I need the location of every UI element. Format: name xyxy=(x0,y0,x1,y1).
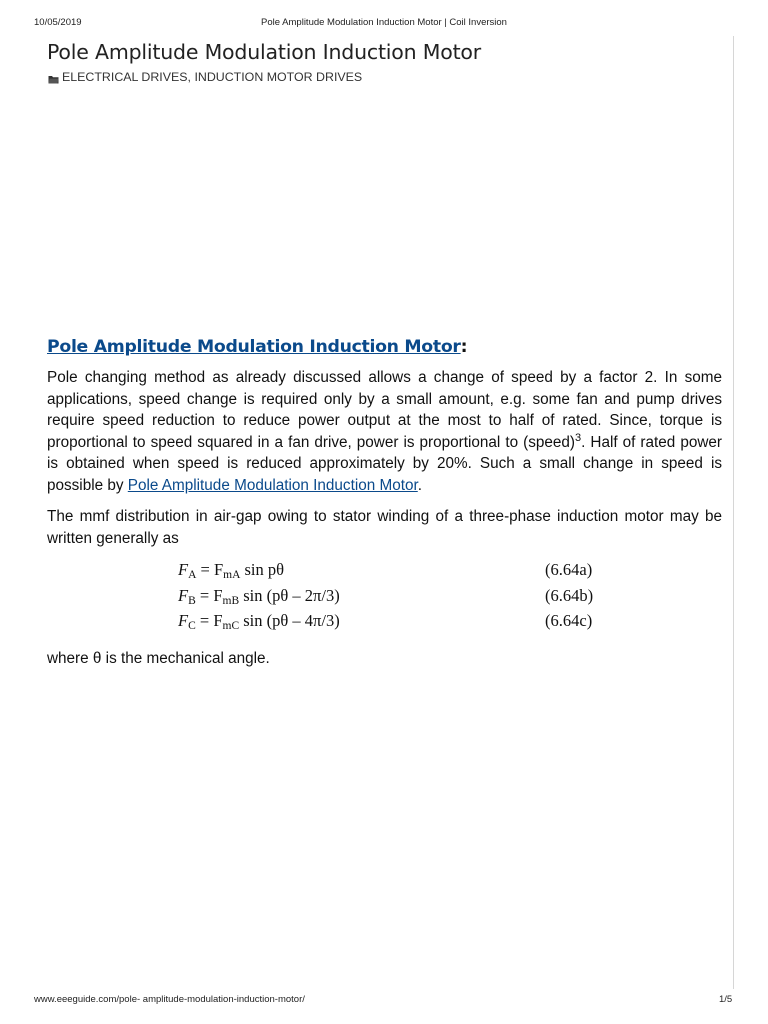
category-link-electrical-drives[interactable]: ELECTRICAL DRIVES xyxy=(62,70,188,84)
category-link-induction-motor-drives[interactable]: INDUCTION MOTOR DRIVES xyxy=(194,70,363,84)
equation-number: (6.64b) xyxy=(545,585,594,605)
equation-expression: $F_B = F_{mB}$ sin (pθ – 2π/3) xyxy=(178,585,340,607)
page-divider xyxy=(733,36,734,989)
equation-number: (6.64a) xyxy=(545,560,593,579)
intro-text-continued: . Half of rated power is obtained when speed is reduced approximately by 20%. Such a small change in speed is possible by xyxy=(47,433,722,494)
equation-number: (6.64c) xyxy=(545,611,593,630)
equation-row xyxy=(178,586,598,612)
section-heading-colon: : xyxy=(460,337,468,357)
section-heading-link[interactable]: Pole Amplitude Modulation Induction Motor xyxy=(47,337,461,357)
equation-row xyxy=(178,611,598,637)
category-list xyxy=(48,70,362,84)
category-separator: , xyxy=(187,70,195,84)
power-exponent: 3 xyxy=(575,431,582,444)
equation-row xyxy=(178,560,598,586)
mmf-paragraph: The mmf distribution in air-gap owing to stator winding of a three-phase induction motor may be written generally as xyxy=(47,508,722,547)
page-number: 1/5 xyxy=(719,994,733,1005)
angle-note: where θ is the mechanical angle. xyxy=(47,650,270,667)
pam-motor-link[interactable]: Pole Amplitude Modulation Induction Motor xyxy=(127,476,418,494)
intro-end: . xyxy=(417,476,422,494)
intro-text: Pole changing method as already discussed allows a change of speed by a factor 2. In some applications, speed change is required only by a small amount, e.g. some fan and pump drives require speed reduction to reduce power output at the most to half of rated. Since, torque is proportional to speed squared in a fan drive, power is proportional to (speed) xyxy=(47,369,722,451)
equation-block xyxy=(178,560,598,637)
equation-expression: $F_C = F_{mC}$ sin (pθ – 4π/3) xyxy=(178,611,340,632)
section-heading xyxy=(47,337,467,357)
article-title: Pole Amplitude Modulation Induction Motor xyxy=(47,40,481,64)
print-date: 10/05/2019 xyxy=(34,17,82,28)
print-header xyxy=(0,17,768,31)
equation-expression: $F_A = F_{mA}$ sin pθ xyxy=(178,560,285,581)
folder-icon xyxy=(48,73,59,82)
print-page-title: Pole Amplitude Modulation Induction Motor | Coil Inversion xyxy=(261,17,507,28)
page-url: www.eeeguide.com/pole- amplitude-modulation-induction-motor/ xyxy=(34,994,305,1005)
intro-paragraph xyxy=(47,367,722,496)
